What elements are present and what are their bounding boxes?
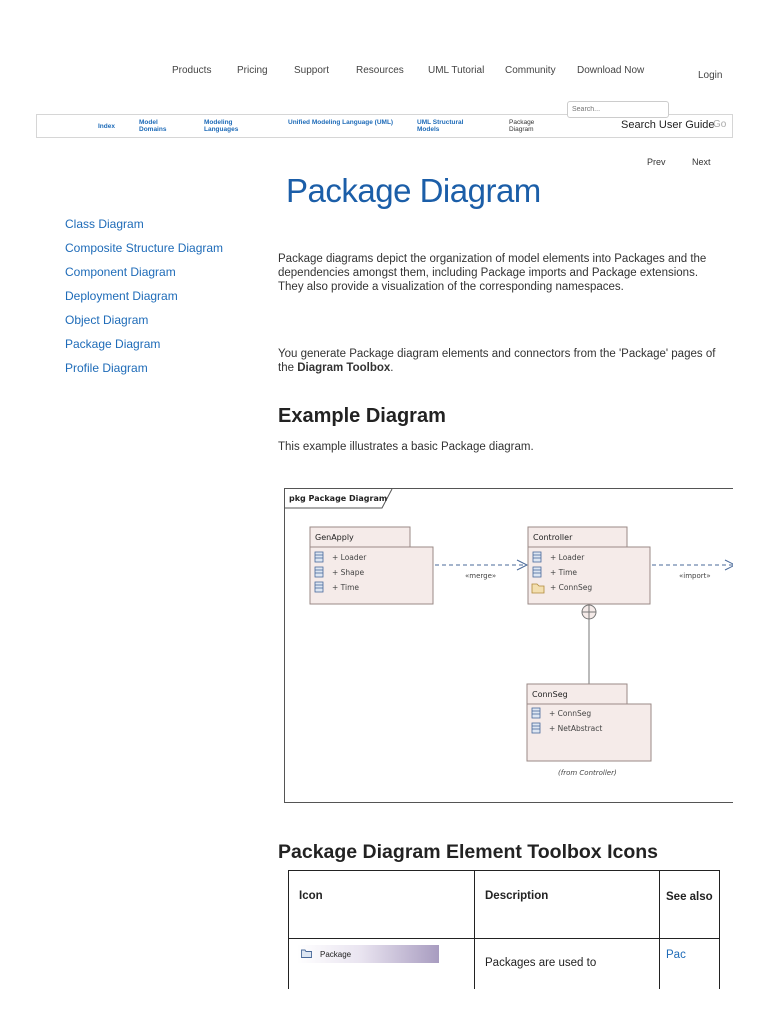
toolbox-icons-table [288, 870, 720, 989]
sidebar-item-class-diagram[interactable]: Class Diagram [65, 217, 144, 231]
package-diagram-svg [285, 489, 733, 803]
page-title: Package Diagram [286, 172, 541, 209]
package-toolbox-item [297, 945, 439, 963]
package-controller[interactable] [528, 527, 650, 604]
table-header-icon: Icon [289, 871, 475, 939]
breadcrumb-uml[interactable]: Unified Modeling Language (UML) [288, 119, 394, 126]
frame-label: pkg Package Diagram [289, 494, 388, 503]
member-text: + Shape [332, 568, 365, 577]
see-also-link[interactable]: Pac [666, 949, 686, 961]
class-icon [315, 582, 323, 592]
package-name: Controller [533, 533, 573, 542]
prev-link[interactable]: Prev [647, 157, 666, 167]
merge-label: «merge» [465, 572, 497, 580]
breadcrumb-current-page: Package Diagram [509, 119, 535, 133]
table-header-row [289, 871, 720, 939]
search-user-guide-label: Search User Guide [621, 119, 715, 131]
example-caption: This example illustrates a basic Package diagram. [278, 441, 534, 453]
login-link[interactable]: Login [698, 70, 723, 81]
class-icon [533, 567, 541, 577]
table-row [289, 939, 720, 989]
next-link[interactable]: Next [692, 157, 711, 167]
sidebar-item-package-diagram[interactable]: Package Diagram [65, 337, 161, 351]
package-note: (from Controller) [558, 769, 617, 777]
member-text: + Loader [332, 553, 367, 562]
containment-connector [582, 605, 596, 684]
package-toolbox-label: Package [320, 949, 352, 959]
merge-connector [435, 560, 527, 580]
table-cell-see-also [660, 939, 720, 989]
sidebar-item-component-diagram[interactable]: Component Diagram [65, 265, 176, 279]
toolbox-text-end: . [390, 362, 394, 374]
package-name: GenApply [315, 533, 354, 542]
class-icon [533, 552, 541, 562]
member-text: + ConnSeg [550, 583, 593, 592]
sidebar-item-deployment-diagram[interactable]: Deployment Diagram [65, 289, 178, 303]
sidebar-item-profile-diagram[interactable]: Profile Diagram [65, 361, 148, 375]
breadcrumb-modeling-languages[interactable]: Modeling Languages [204, 119, 239, 133]
class-icon [315, 552, 323, 562]
import-connector [652, 560, 733, 580]
import-label: «import» [679, 572, 711, 580]
member-text: + NetAbstract [549, 724, 603, 733]
table-cell-description: Packages are used to [475, 939, 660, 989]
table-cell-icon [289, 939, 475, 989]
toolbox-paragraph [278, 347, 723, 375]
search-input[interactable] [567, 101, 669, 118]
nav-pricing[interactable]: Pricing [237, 65, 268, 76]
package-connseg[interactable] [527, 684, 651, 777]
class-icon [315, 567, 323, 577]
nav-support[interactable]: Support [294, 65, 330, 76]
breadcrumb-index[interactable]: Index [98, 123, 115, 130]
breadcrumb-uml-structural-models[interactable]: UML Structural Models [417, 119, 464, 133]
table-header-see-also: See also [660, 871, 720, 939]
intro-paragraph: Package diagrams depict the organization of model elements into Packages and the dependencies amongst them, including Package imports and Package extensions. They also provide a visualization of the corresponding namespaces. [278, 253, 707, 293]
nav-resources[interactable]: Resources [356, 65, 404, 76]
table-header-description: Description [475, 871, 660, 939]
member-text: + Time [332, 583, 360, 592]
toolbox-icons-heading: Package Diagram Element Toolbox Icons [278, 841, 659, 863]
nav-products[interactable]: Products [172, 65, 212, 76]
package-icon [301, 949, 312, 960]
sidebar-item-object-diagram[interactable]: Object Diagram [65, 313, 149, 327]
breadcrumb-model-domains[interactable]: Model Domains [139, 119, 167, 133]
member-text: + ConnSeg [549, 709, 592, 718]
nav-community[interactable]: Community [505, 65, 556, 76]
class-icon [532, 708, 540, 718]
go-button[interactable]: Go [713, 119, 727, 130]
member-text: + Time [550, 568, 578, 577]
package-name: ConnSeg [532, 690, 568, 699]
example-diagram-heading: Example Diagram [278, 405, 446, 427]
nav-uml-tutorial[interactable]: UML Tutorial [428, 65, 485, 76]
nav-download-now[interactable]: Download Now [577, 65, 645, 76]
package-genapply[interactable] [310, 527, 433, 604]
toolbox-text: You generate Package diagram elements and connectors from the 'Package' pages of the [278, 348, 716, 374]
diagram-toolbox-term: Diagram Toolbox [297, 362, 391, 374]
package-diagram-figure [284, 488, 733, 803]
class-icon [532, 723, 540, 733]
sidebar-item-composite-structure-diagram[interactable]: Composite Structure Diagram [65, 241, 224, 255]
member-text: + Loader [550, 553, 585, 562]
